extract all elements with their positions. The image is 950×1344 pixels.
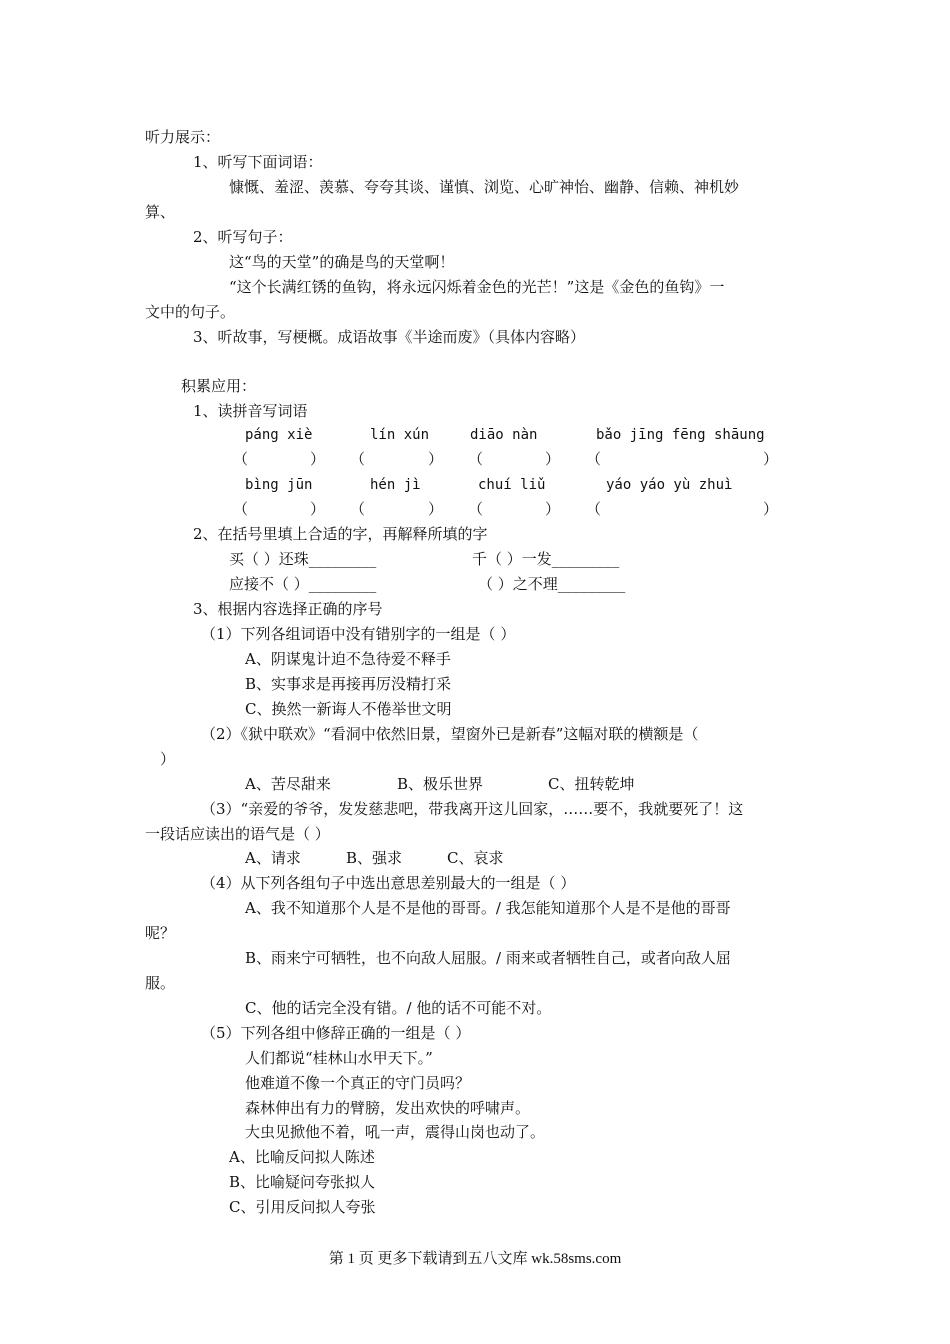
q3-sub4-option: A、我不知道那个人是不是他的哥哥。/ 我怎能知道那个人是不是他的哥哥 [245,899,731,917]
listening-item1-title: 1、听写下面词语： [193,153,323,171]
answer-bracket-close: ） [545,450,561,468]
q3-sub5-sentence: 大虫见掀他不着，吼一声，震得山岗也动了。 [245,1123,546,1141]
listening-item3: 3、听故事，写梗概。成语故事《半途而废》（具体内容略） [193,328,586,346]
q3-sub4: （4）从下列各组句子中选出意思差别最大的一组是（ ） [201,874,576,892]
q3-sub1-option: B、实事求是再接再厉没精打采 [245,675,452,693]
q3-sub1: （1）下列各组词语中没有错别字的一组是（ ） [201,625,516,643]
answer-bracket-open: （ [586,500,602,518]
pinyin-item: yáo yáo yù zhuì [606,477,733,493]
listening-item1-words-cont: 算、 [145,203,176,221]
answer-bracket-close: ） [428,450,444,468]
q3-sub3-option: A、请求 [245,849,301,867]
page-footer: 第 1 页 更多下载请到五八文库 wk.58sms.com [328,1251,622,1267]
answer-bracket-close: ） [310,500,326,518]
answer-bracket-close: ） [763,450,779,468]
q3-sub2-option: C、扭转乾坤 [548,775,635,793]
pinyin-item: diāo nàn [470,427,538,443]
q3-sub1-option: A、阴谋鬼计迫不急待爱不释手 [245,650,451,668]
accumulate-heading: 积累应用： [181,377,257,395]
q3-sub2-cont: ） [160,750,176,768]
q3-title: 3、根据内容选择正确的序号 [193,600,383,618]
q3-sub3-cont: 一段话应读出的语气是（ ） [145,825,330,843]
listening-item2-sentence2: “这个长满红锈的鱼钩，将永远闪烁着金色的光芒！”这是《金色的鱼钩》一 [229,278,725,296]
q2-item: 千（ ）一发_________ [472,550,620,568]
q3-sub5-option: C、引用反问拟人夸张 [229,1198,376,1216]
pinyin-item: chuí liǔ [478,477,546,493]
q3-sub4-option: B、雨来宁可牺牲，也不向敌人屈服。/ 雨来或者牺牲自己，或者向敌人屈 [245,949,731,967]
answer-bracket-open: （ [468,450,484,468]
pinyin-item: bìng jūn [245,477,313,493]
q3-sub5: （5）下列各组中修辞正确的一组是（ ） [201,1024,471,1042]
q3-sub5-option: B、比喻疑问夸张拟人 [229,1173,376,1191]
q2-title: 2、在括号里填上合适的字，再解释所填的字 [193,525,488,543]
answer-bracket-open: （ [233,450,249,468]
listening-item2-sentence2-cont: 文中的句子。 [145,303,236,321]
q3-sub2: （2）《狱中联欢》“看洞中依然旧景，望窗外已是新春”这幅对联的横额是（ [201,725,699,743]
q3-sub4-option: C、他的话完全没有错。/ 他的话不可能不对。 [245,999,552,1017]
q2-item: 买（ ）还珠_________ [229,550,377,568]
answer-bracket-close: ） [763,500,779,518]
answer-bracket-open: （ [350,500,366,518]
q1-title: 1、读拼音写词语 [193,402,308,420]
answer-bracket-close: ） [428,500,444,518]
q3-sub5-sentence: 人们都说“桂林山水甲天下。” [245,1049,433,1067]
q3-sub5-sentence: 森林伸出有力的臂膀，发出欢快的呼啸声。 [245,1099,531,1117]
answer-bracket-open: （ [350,450,366,468]
q3-sub5-option: A、比喻反问拟人陈述 [229,1148,375,1166]
pinyin-item: páng xiè [245,427,313,443]
q3-sub3: （3）“亲爱的爷爷，发发慈悲吧，带我离开这儿回家，……要不，我就要死了！这 [201,800,744,818]
q2-item: （ ）之不理_________ [478,575,626,593]
q3-sub4-option-cont: 服。 [145,974,176,992]
q3-sub2-option: A、苦尽甜来 [245,775,331,793]
pinyin-item: lín xún [370,427,430,443]
answer-bracket-open: （ [586,450,602,468]
listening-item2-sentence1: 这“鸟的天堂”的确是鸟的天堂啊！ [229,253,455,271]
q3-sub2-option: B、极乐世界 [397,775,484,793]
pinyin-item: hén jì [370,477,421,493]
listening-item1-words: 慷慨、羞涩、羡慕、夸夸其谈、谨慎、浏览、心旷神怡、幽静、信赖、神机妙 [229,178,740,196]
q3-sub3-option: B、强求 [346,849,403,867]
answer-bracket-open: （ [468,500,484,518]
q3-sub3-option: C、哀求 [447,849,504,867]
answer-bracket-close: ） [545,500,561,518]
q2-item: 应接不（ ）_________ [229,575,377,593]
q3-sub1-option: C、换然一新诲人不倦举世文明 [245,700,452,718]
listening-heading: 听力展示： [145,128,221,146]
pinyin-item: bǎo jīng fēng shāung [596,427,765,443]
listening-item2-title: 2、听写句子： [193,228,293,246]
q3-sub5-sentence: 他难道不像一个真正的守门员吗？ [245,1074,471,1092]
q3-sub4-option-cont: 呢？ [145,924,176,942]
answer-bracket-open: （ [233,500,249,518]
answer-bracket-close: ） [310,450,326,468]
